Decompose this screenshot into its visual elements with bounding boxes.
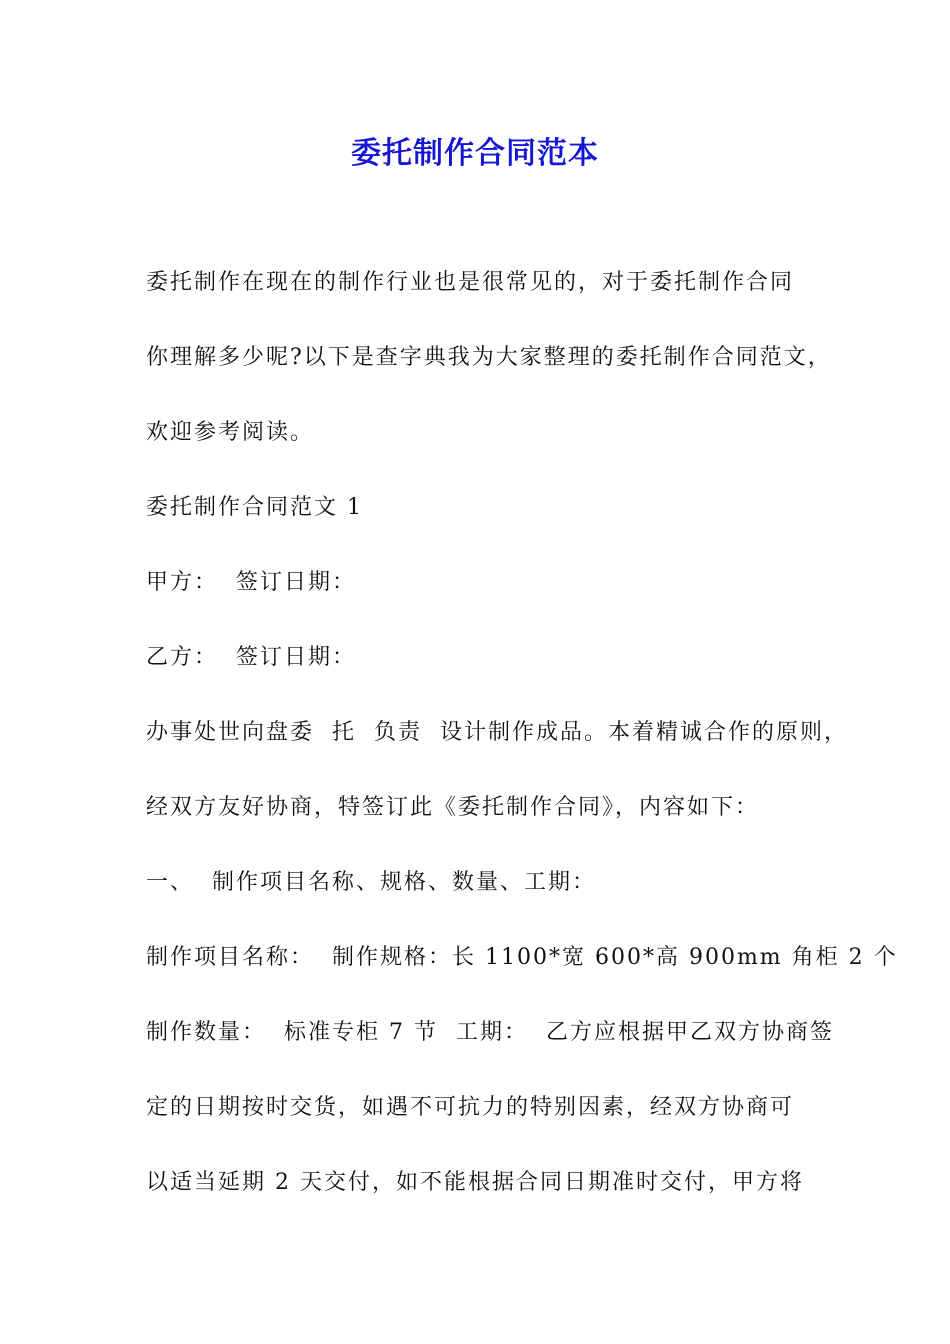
document-title: 委托制作合同范本 <box>351 136 599 171</box>
body-line-1: 办事处世向盘委 托 负责 设计制作成品。本着精诚合作的原则， <box>146 720 848 745</box>
intro-line-1: 委托制作在现在的制作行业也是很常见的，对于委托制作合同 <box>146 270 795 295</box>
body-line-6: 以适当延期 2 天交付，如不能根据合同日期准时交付，甲方将 <box>146 1170 804 1195</box>
clause-heading: 一、 制作项目名称、规格、数量、工期： <box>146 870 596 895</box>
party-b-line: 乙方： 签订日期： <box>146 645 356 670</box>
intro-line-3: 欢迎参考阅读。 <box>146 420 315 445</box>
body-line-3: 制作项目名称： 制作规格：长 1100*宽 600*高 900mm 角柜 2 个 <box>146 945 898 970</box>
party-a-line: 甲方： 签订日期： <box>146 570 356 595</box>
intro-line-2: 你理解多少呢?以下是查字典我为大家整理的委托制作合同范文， <box>146 345 832 370</box>
section-heading: 委托制作合同范文 1 <box>146 495 363 520</box>
body-line-2: 经双方友好协商，特签订此《委托制作合同》，内容如下： <box>146 795 760 820</box>
body-line-4: 制作数量： 标准专柜 7 节 工期： 乙方应根据甲乙双方协商签 <box>146 1020 834 1045</box>
body-line-5: 定的日期按时交货，如遇不可抗力的特别因素，经双方协商可 <box>146 1095 795 1120</box>
